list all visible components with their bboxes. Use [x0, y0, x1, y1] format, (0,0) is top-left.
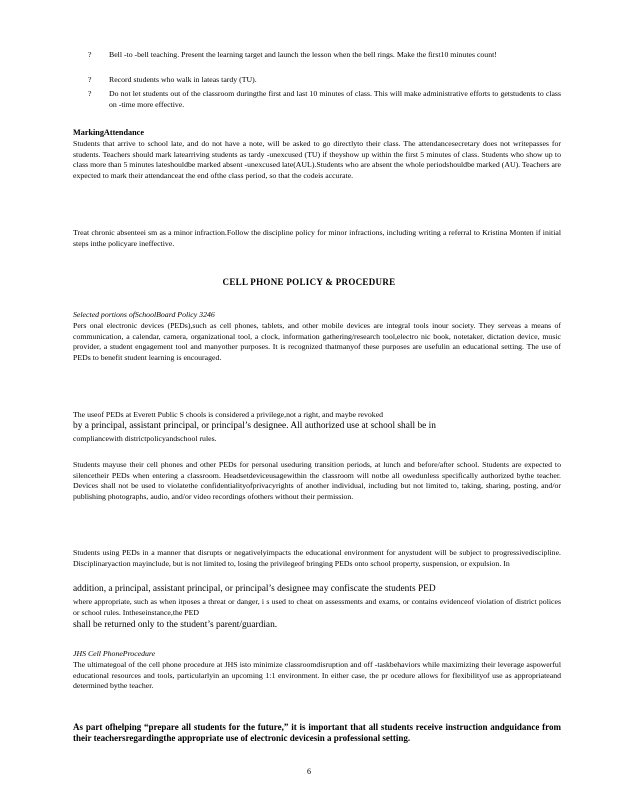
- policy-paragraph-4a: Students using PEDs in a manner that disrupts or negativelyimpacts the educational environment for anystudent will be subject to progressivediscipline. Disciplinaryaction mayinclude, but is not limited to, losing the privilegeof bringing PEDs onto school property, suspension, or expulsion. In: [73, 548, 561, 568]
- jhs-heading: JHS Cell PhoneProcedure: [73, 649, 156, 658]
- policy-paragraph-2c: compliancewith districtpolicyandschool rules.: [73, 434, 217, 443]
- policy-paragraph-2a: The useof PEDs at Everett Public S chools is considered a privilege,not a right, and maybe revoked: [73, 410, 384, 419]
- bullet-text: Do not let students out of the classroom duringthe first and last 10 minutes of class. This will make administrative efforts to getstudents to class on -time more effective.: [109, 89, 561, 109]
- marking-attendance-paragraph: Students that arrive to school late, and do not have a note, will be asked to go directlyto their class. The attendancesecretary does not writepasses for students. Teachers should mark latearriving students as tardy -unexcused (TU) if theyshow up within the first 5 minutes of class. Students who show up to class more than 5 minutes lateshouldbe marked absent -unexcused late(AUL).Students who are absent the whole periodshouldbe marked (AU). Teachers are expected to mark their attendanceat the end ofthe class period, so that the codeis accurate.: [73, 139, 561, 180]
- jhs-paragraph-2: As part ofhelping “prepare all students for the future,” it is important that all students receive instruction andguidance from their teachersregardingthe appropriate use of electronic devicesin a professional setting.: [73, 722, 561, 743]
- marking-attendance-heading: MarkingAttendance: [73, 128, 144, 137]
- bullet-mark: ?: [88, 89, 92, 98]
- policy-paragraph-4d: shall be returned only to the student’s parent/guardian.: [73, 620, 278, 630]
- bullet-mark: ?: [88, 50, 92, 59]
- policy-paragraph-2b: by a principal, assistant principal, or principal’s designee. All authorized use at school shall be in: [73, 421, 436, 431]
- bullet-text: Record students who walk in lateas tardy (TU).: [109, 75, 257, 84]
- policy-paragraph-1: Pers onal electronic devices (PEDs),such as cell phones, tablets, and other mobile devices are integral tools inour society. They serveas a means of communication, a calendar, camera, organizational tool, a clock, information gathering/research tool,electro nic book, notetaker, dictation device, music provider, a student engagement tool and manyother purposes. It is recognized thatmanyof these purposes are usefulin an educational setting. The use of PEDs to benefit student learning is encouraged.: [73, 321, 561, 362]
- jhs-paragraph-1: The ultimategoal of the cell phone procedure at JHS isto minimize classroomdisruption and off -taskbehaviors while maximizing their leverage aspowerful educational resources and tools, particularlyin an upcoming 1:1 environment. In either case, the pr ocedure allows for flexibilityof use as appropriateand determined bythe teacher.: [73, 660, 561, 691]
- policy-paragraph-4c: where appropriate, such as when itposes a threat or danger, i s used to cheat on assessments and exams, or contains evidenceof violation of district polices or school rules. Intheseinstance,the PED: [73, 597, 561, 617]
- chronic-absenteeism-paragraph: Treat chronic absenteei sm as a minor infraction.Follow the discipline policy for minor infractions, including writing a referral to Kristina Monten if initial steps inthe policyare ineffective.: [73, 228, 561, 248]
- policy-paragraph-4b: addition, a principal, assistant principal, or principal’s designee may confiscate the students PED: [73, 584, 436, 594]
- section-title: CELL PHONE POLICY & PROCEDURE: [222, 277, 396, 287]
- bullet-text: Bell -to -bell teaching. Present the learning target and launch the lesson when the bell rings. Make the first10 minutes count!: [109, 50, 497, 59]
- page-number: 6: [307, 767, 311, 776]
- policy-paragraph-3: Students mayuse their cell phones and other PEDs for personal useduring transition periods, at lunch and before/after school. Students are expected to silencetheir PEDs when entering a classroom. Headsetdeviceusagewithin the classroom will notbe all owedunless specifically authorized bythe teacher. Devices shall not be used to violatethe confidentialityofprivacyrights of another individual, including but not limited to, taking, sharing, posting, and/or publishing photographs, audio, and/or video recordings ofothers without their permission.: [73, 460, 561, 501]
- policy-heading: Selected portions ofSchoolBoard Policy 3246: [73, 310, 215, 319]
- bullet-mark: ?: [88, 75, 92, 84]
